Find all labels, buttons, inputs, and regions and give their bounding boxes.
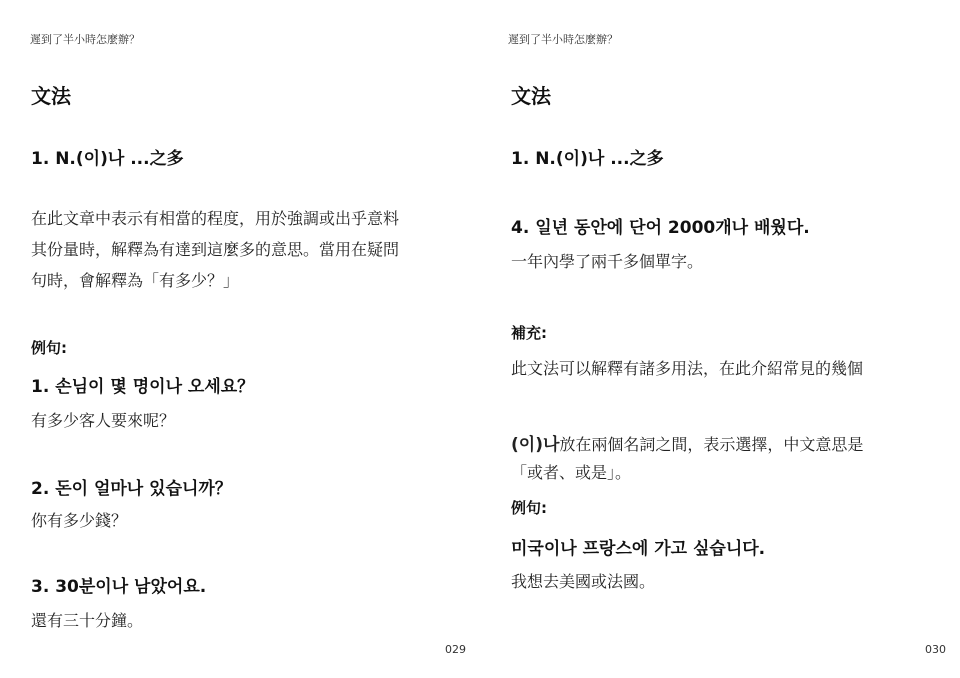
example-korean: 3. 30분이나 남았어요. [31,577,207,597]
grammar-pattern: 1. N.(이)나 ...之多 [31,149,184,169]
example-translation: 你有多少錢？ [31,511,128,530]
example-korean: 2. 돈이 얼마나 있습니까？ [31,479,232,499]
right-page [480,0,960,678]
usage-marker: (이)나 [511,435,560,455]
example-translation: 有多少客人要來呢？ [31,411,176,430]
examples-label: 例句: [511,499,547,517]
example-korean: 1. 손님이 몇 명이나 오세요？ [31,377,255,397]
page-header: 遲到了半小時怎麼辦？ [508,33,618,46]
explanation-line: 句時，會解釋為「有多少？」 [31,271,240,290]
supplement-label: 補充: [511,324,547,342]
page-number: 030 [925,643,946,656]
usage-line: 「或者、或是」。 [511,463,632,482]
examples-label: 例句: [31,339,67,357]
explanation-paragraph [31,203,399,296]
example-translation: 還有三十分鐘。 [31,611,144,630]
example-korean: 4. 일년 동안에 단어 2000개나 배웠다. [511,218,810,238]
section-heading: 文法 [31,84,71,108]
example-korean: 미국이나 프랑스에 가고 싶습니다. [511,539,766,559]
page-header: 遲到了半小時怎麼辦？ [30,33,140,46]
explanation-line: 其份量時，解釋為有達到這麼多的意思。當用在疑問 [31,240,400,259]
grammar-pattern: 1. N.(이)나 ...之多 [511,149,664,169]
usage-description: 放在兩個名詞之間，表示選擇，中文意思是 [559,435,864,454]
example-translation: 我想去美國或法國。 [511,572,656,591]
example-translation: 一年內學了兩千多個單字。 [511,252,704,271]
explanation-line: 在此文章中表示有相當的程度，用於強調或出乎意料 [31,209,400,228]
page-number: 029 [445,643,466,656]
section-heading: 文法 [511,84,551,108]
usage-line [511,430,863,455]
supplement-text: 此文法可以解釋有諸多用法，在此介紹常見的幾個 [511,359,864,378]
